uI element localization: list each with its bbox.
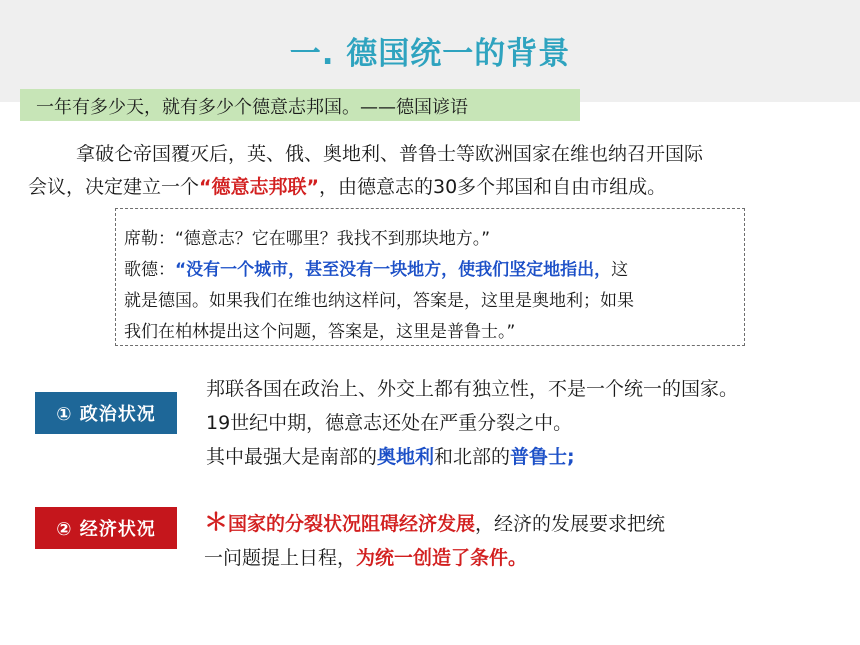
star-icon: ＊ [204, 508, 228, 536]
unification-condition-highlight: 为统一创造了条件。 [356, 547, 528, 569]
proverb-banner [20, 89, 580, 121]
economic-text: ，经济的发展要求把统 [475, 513, 666, 535]
quote-box [115, 208, 745, 346]
proverb-text: 一年有多少天，就有多少个德意志邦国。——德国谚语 [36, 97, 468, 118]
political-text-and: 和北部的 [434, 446, 511, 468]
political-status-text [206, 372, 738, 474]
goethe-label: 歌德： [124, 260, 175, 280]
economic-status-text [204, 505, 665, 575]
prussia-highlight: 普鲁士; [510, 446, 575, 468]
economic-line-1 [204, 505, 665, 541]
page-title: 一. 德国统一的背景 [289, 36, 571, 72]
economic-text-2: 一问题提上日程， [204, 547, 357, 569]
political-line-1: 邦联各国在政治上、外交上都有独立性，不是一个统一的国家。 [206, 378, 739, 400]
intro-paragraph [28, 138, 833, 204]
political-status-badge: ① 政治状况 [35, 392, 177, 434]
goethe-quote-line-1 [124, 255, 628, 280]
goethe-quote-line-2: 就是德国。如果我们在维也纳这样问，答案是，这里是奥地利；如果 [124, 291, 634, 311]
goethe-bold-text: “没有一个城市，甚至没有一块地方，使我们坚定地指出， [175, 260, 612, 280]
economic-highlight: 国家的分裂状况阻碍经济发展 [228, 513, 476, 535]
political-text: 其中最强大是南部的 [206, 446, 378, 468]
intro-line-2 [28, 171, 833, 204]
austria-highlight: 奥地利 [377, 446, 435, 468]
political-line-3 [206, 440, 738, 474]
political-line-2: 19世纪中期，德意志还处在严重分裂之中。 [206, 412, 573, 434]
economic-status-badge: ② 经济状况 [35, 507, 177, 549]
intro-line-1: 拿破仑帝国覆灭后，英、俄、奥地利、普鲁士等欧洲国家在维也纳召开国际 [76, 143, 704, 165]
economic-line-2 [204, 541, 665, 575]
goethe-quote-line-3: 我们在柏林提出这个问题，答案是，这里是普鲁士。” [124, 322, 516, 342]
schiller-quote: 席勒：“德意志？它在哪里？我找不到那块地方。” [124, 229, 491, 249]
confederation-highlight: “德意志邦联” [199, 176, 319, 198]
intro-text-rest: ，由德意志的30多个邦国和自由市组成。 [319, 176, 667, 198]
goethe-text: 这 [611, 260, 629, 280]
intro-text: 会议，决定建立一个 [28, 176, 200, 198]
